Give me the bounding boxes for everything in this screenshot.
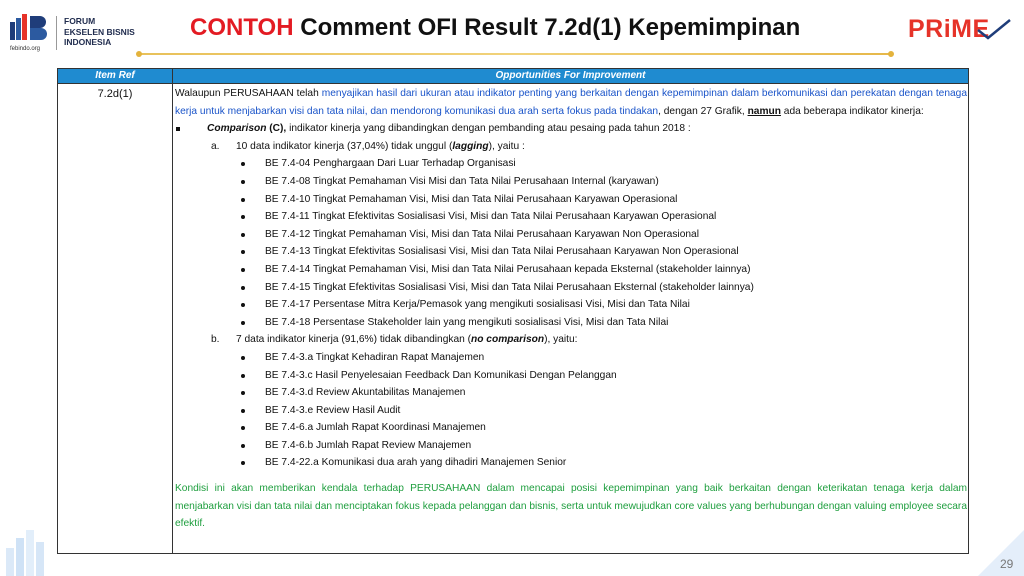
- list-item: [175, 173, 967, 191]
- square-bullet-icon: [176, 127, 180, 131]
- list-item-text: BE 7.4-10 Tingkat Pemahaman Visi, Misi dan Tata Nilai Perusahaan Karyawan Operasional: [265, 193, 678, 205]
- comparison-code: (C),: [266, 123, 287, 135]
- sub-a-em: lagging: [452, 140, 489, 152]
- list-item-text: BE 7.4-08 Tingkat Pemahaman Visi Misi dan Tata Nilai Perusahaan Internal (karyawan): [265, 175, 659, 187]
- comparison-row: [175, 120, 967, 138]
- list-item: [175, 208, 967, 226]
- comparison-desc: indikator kinerja yang dibandingkan dengan pembanding atau pesaing pada tahun 2018 :: [286, 123, 691, 135]
- list-item-text: BE 7.4-6.b Jumlah Rapat Review Manajemen: [265, 439, 472, 451]
- sub-b-row: [175, 331, 967, 349]
- list-item: [175, 349, 967, 367]
- list-item-text: BE 7.4-14 Tingkat Pemahaman Visi, Misi dan Tata Nilai Perusahaan kepada Eksternal (stakeholder lainnya): [265, 263, 751, 275]
- list-item: [175, 296, 967, 314]
- ofi-cell: [175, 85, 967, 533]
- sub-a-text2: ), yaitu :: [488, 140, 525, 152]
- lagging-list: [175, 155, 967, 331]
- bullet-icon: [241, 321, 245, 325]
- comparison-label: Comparison: [207, 123, 267, 135]
- sub-b-text2: ), yaitu:: [544, 334, 578, 346]
- column-border: [172, 83, 173, 553]
- intro-text-highlight: menyajikan hasil dari ukuran atau indikator penting yang berkaitan dengan kepemimpinan dalam berkomunikasi dan perekatan dengan tenaga kerja untuk menjabarkan visi dan tata nilai, dan mendorong komunikasi dua arah serta fokus pada tindakan: [175, 88, 967, 117]
- logo-line-1: FORUM: [64, 16, 96, 26]
- bullet-icon: [241, 162, 245, 166]
- list-item: [175, 454, 967, 472]
- page-number: 29: [1000, 557, 1014, 571]
- sub-b-text: [236, 331, 577, 349]
- intro-paragraph: [175, 85, 967, 120]
- list-item-text: BE 7.4-3.c Hasil Penyelesaian Feedback Dan Komunikasi Dengan Pelanggan: [265, 369, 617, 381]
- no-comparison-list: [175, 349, 967, 472]
- forum-logo: [8, 10, 158, 52]
- intro-text-c: , dengan 27 Grafik,: [658, 105, 748, 117]
- list-item-text: BE 7.4-3.e Review Hasil Audit: [265, 404, 401, 416]
- comparison-text: [207, 120, 691, 138]
- sub-b-em: no comparison: [471, 334, 545, 346]
- conclusion-paragraph: Kondisi ini akan memberikan kendala terhadap PERUSAHAAN dalam mencapai posisi kepemimpinan yang baik berkaitan dengan keterikatan tenaga kerja dalam menjabarkan visi dan tata nilai dan menciptakan fokus kepada pelanggan dan bisnis, serta untuk mewujudkan core values yang berhubungan dengan valuing employee secara efektif.: [175, 483, 967, 530]
- list-item: [175, 437, 967, 455]
- list-item-text: BE 7.4-11 Tingkat Efektivitas Sosialisasi Visi, Misi dan Tata Nilai Perusahaan Karyawan Operasional: [265, 211, 717, 223]
- logo-url: febindo.org: [10, 46, 41, 52]
- item-ref-cell: 7.2d(1): [97, 88, 133, 100]
- bullet-icon: [241, 409, 245, 413]
- bullet-icon: [241, 268, 245, 272]
- bullet-icon: [241, 426, 245, 430]
- list-item: [175, 155, 967, 173]
- logo-line-3: INDONESIA: [64, 37, 112, 47]
- intro-text-e: ada beberapa indikator kinerja:: [780, 105, 924, 117]
- intro-text-a: Walaupun PERUSAHAAN telah: [175, 88, 322, 99]
- list-item: [175, 243, 967, 261]
- sub-b-text1: 7 data indikator kinerja (91,6%) tidak dibandingkan (: [236, 334, 472, 346]
- header-border: [58, 83, 968, 84]
- list-item: [175, 191, 967, 209]
- intro-text-namun: namun: [747, 105, 781, 117]
- feb-logo-icon: [8, 12, 48, 46]
- list-item-text: BE 7.4-3.a Tingkat Kehadiran Rapat Manajemen: [265, 351, 485, 363]
- list-item: [175, 384, 967, 402]
- bullet-icon: [241, 286, 245, 290]
- bullet-icon: [241, 391, 245, 395]
- sub-a-row: [175, 138, 967, 156]
- list-item-text: BE 7.4-17 Persentase Mitra Kerja/Pemasok yang mengikuti sosialisasi Visi, Misi dan Tata Nilai: [265, 299, 690, 311]
- list-item: [175, 261, 967, 279]
- list-item-text: BE 7.4-13 Tingkat Efektivitas Sosialisasi Visi, Misi dan Tata Nilai Perusahaan Karyawan Non Operasional: [265, 246, 739, 258]
- header-item-ref: Item Ref: [58, 69, 173, 83]
- divider-dot-left: [136, 51, 142, 57]
- ofi-table: [57, 68, 969, 554]
- list-item: [175, 226, 967, 244]
- bullet-icon: [241, 198, 245, 202]
- sub-a-text: [236, 138, 525, 156]
- bullet-icon: [241, 461, 245, 465]
- title-prefix: CONTOH: [190, 14, 294, 41]
- sub-a-letter: a.: [211, 140, 220, 152]
- sub-a-text1: 10 data indikator kinerja (37,04%) tidak unggul (: [236, 140, 453, 152]
- list-item-text: BE 7.4-12 Tingkat Pemahaman Visi, Misi dan Tata Nilai Perusahaan Karyawan Non Operasional: [265, 228, 699, 240]
- bullet-icon: [241, 180, 245, 184]
- sub-b-letter: b.: [211, 334, 220, 346]
- list-item-text: BE 7.4-15 Tingkat Efektivitas Sosialisasi Visi, Misi dan Tata Nilai Perusahaan Eksternal (stakeholder lainnya): [265, 281, 754, 293]
- divider-dot-right: [888, 51, 894, 57]
- logo-wordmark: [64, 16, 135, 48]
- list-item-text: BE 7.4-6.a Jumlah Rapat Koordinasi Manajemen: [265, 422, 486, 434]
- bullet-icon: [241, 356, 245, 360]
- bullet-icon: [241, 303, 245, 307]
- title-main: Comment OFI Result 7.2d(1) Kepemimpinan: [293, 14, 801, 41]
- header-divider: [140, 53, 892, 55]
- list-item-text: BE 7.4-04 Penghargaan Dari Luar Terhadap Organisasi: [265, 158, 516, 170]
- corner-bars-decoration: [0, 516, 60, 576]
- prime-logo: PRiME: [908, 15, 990, 43]
- page-title: [190, 14, 800, 42]
- logo-divider: [56, 16, 57, 50]
- bullet-icon: [241, 444, 245, 448]
- list-item: [175, 402, 967, 420]
- list-item: [175, 419, 967, 437]
- list-item: [175, 314, 967, 332]
- list-item: [175, 367, 967, 385]
- bullet-icon: [241, 233, 245, 237]
- list-item-text: BE 7.4-3.d Review Akuntabilitas Manajemen: [265, 387, 466, 399]
- header-ofi: Opportunities For Improvement: [173, 69, 968, 83]
- list-item-text: BE 7.4-18 Persentase Stakeholder lain yang mengikuti sosialisasi Visi, Misi dan Tata Nilai: [265, 316, 669, 328]
- bullet-icon: [241, 215, 245, 219]
- prime-check-icon: [976, 18, 1012, 40]
- list-item: [175, 279, 967, 297]
- logo-line-2: EKSELEN BISNIS: [64, 26, 135, 37]
- list-item-text: BE 7.4-22.a Komunikasi dua arah yang dihadiri Manajemen Senior: [265, 457, 567, 469]
- bullet-icon: [241, 374, 245, 378]
- bullet-icon: [241, 250, 245, 254]
